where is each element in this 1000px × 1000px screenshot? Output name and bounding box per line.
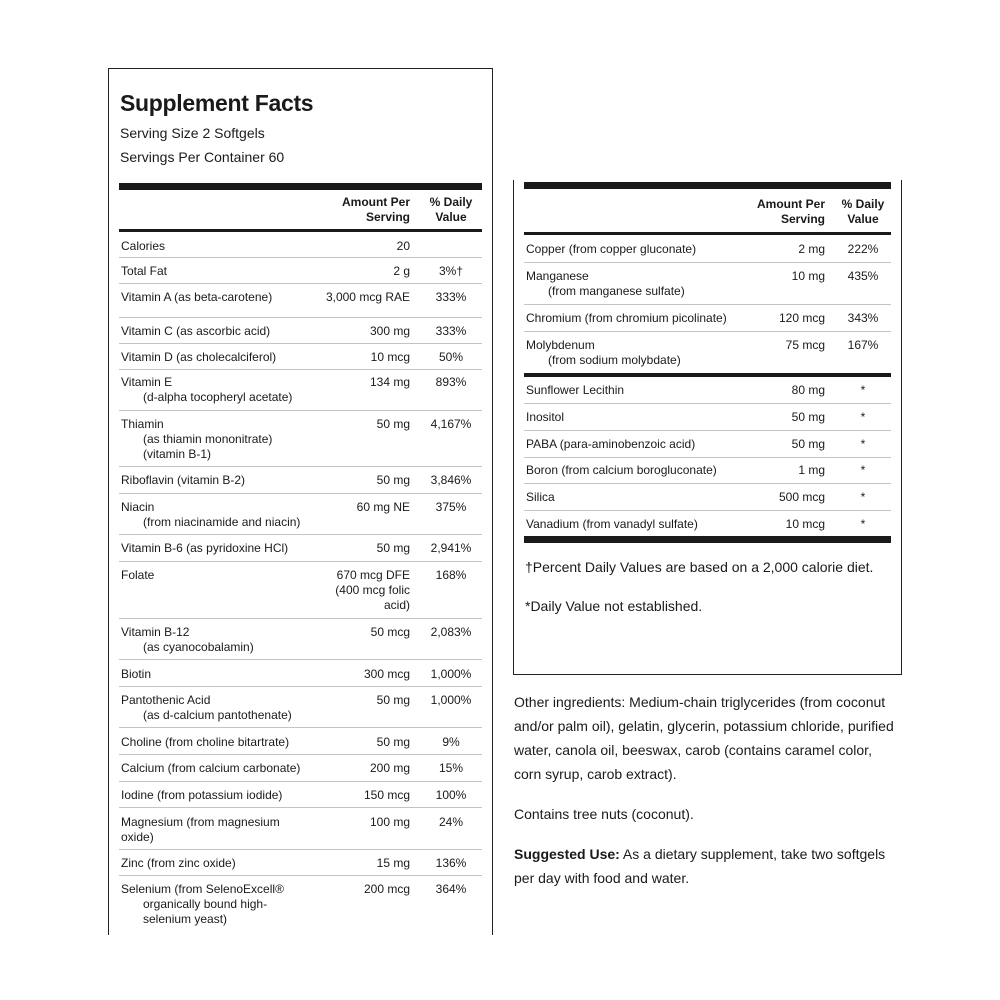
percent-daily-value: 333%: [435, 324, 467, 338]
amount-per-serving: 50 mg: [376, 473, 410, 487]
table-row: [524, 235, 891, 263]
amount-per-serving: 50 mg: [376, 735, 410, 749]
table-row: [119, 232, 482, 258]
table-row: [119, 344, 482, 370]
amount-per-serving: 20: [396, 239, 410, 253]
percent-daily-value: 343%: [847, 311, 879, 325]
amount-per-serving: 50 mg: [376, 541, 410, 555]
nutrient-source: (from sodium molybdate): [548, 353, 681, 367]
table-row: [119, 619, 482, 660]
nutrient-table-right: [524, 189, 891, 373]
nutrient-name: Vitamin E (d-alpha tocopheryl acetate): [119, 375, 315, 405]
amount-header: Amount Per Serving: [341, 195, 410, 224]
nutrient-name: Sunflower Lecithin: [526, 383, 625, 397]
nutrient-source: (as cyanocobalamin): [143, 640, 254, 654]
nutrient-table-left: [119, 190, 482, 931]
nutrient-name: Molybdenum (from sodium molybdate): [524, 338, 739, 368]
nutrient-name: Vitamin B-6 (as pyridoxine HCl): [121, 541, 289, 555]
nutrient-name: Iodine (from potassium iodide): [121, 788, 283, 802]
percent-daily-value: 435%: [847, 269, 879, 283]
nutrient-name: Copper (from copper gluconate): [526, 242, 697, 256]
nutrient-name: Vitamin B-12 (as cyanocobalamin): [119, 625, 315, 655]
table-row: [119, 411, 482, 467]
other-ingredient-table: [524, 377, 891, 536]
nutrient-name: Vitamin C (as ascorbic acid): [121, 324, 271, 338]
percent-daily-value: 222%: [847, 242, 879, 256]
table-row: [119, 660, 482, 687]
table-row: [119, 370, 482, 411]
table-row: [119, 687, 482, 728]
table-row: [119, 494, 482, 535]
percent-daily-value: *: [860, 410, 866, 424]
percent-daily-value: 24%: [438, 815, 464, 829]
footnote-dv-not-established: *Daily Value not established.: [525, 598, 703, 614]
amount-per-serving: 50 mg: [791, 437, 825, 451]
percent-daily-value: 1,000%: [430, 693, 472, 707]
nutrient-name: Riboflavin (vitamin B-2): [121, 473, 246, 487]
other-ingredient-rows: [524, 377, 891, 536]
amount-per-serving: 50 mg: [376, 417, 410, 431]
other-ingredients: Other ingredients: Medium-chain triglycerides (from coconut and/or palm oil), gelatin, glycerin, potassium chloride, purified water, canola oil, beeswax, carob (contains caramel color, corn syrup, carob extract).: [514, 694, 894, 782]
percent-daily-value: 9%: [442, 735, 460, 749]
percent-daily-value: 167%: [847, 338, 879, 352]
nutrient-name: Inositol: [526, 410, 565, 424]
table-header: [524, 189, 891, 235]
amount-per-serving: 1 mg: [798, 463, 825, 477]
amount-per-serving: 80 mg: [791, 383, 825, 397]
percent-daily-value: *: [860, 437, 866, 451]
amount-per-serving: 500 mcg: [778, 490, 825, 504]
table-row: [119, 318, 482, 344]
amount-per-serving: 670 mcg DFE (400 mcg folic acid): [335, 568, 410, 612]
thick-divider: [119, 183, 482, 190]
percent-daily-value: *: [860, 517, 866, 531]
mineral-rows: [524, 235, 891, 373]
thick-divider: [524, 182, 891, 189]
daily-value-header: % Daily Value: [841, 197, 885, 226]
amount-per-serving: 15 mg: [376, 856, 410, 870]
amount-per-serving: 2 mg: [798, 242, 825, 256]
percent-daily-value: 333%: [435, 290, 467, 304]
nutrient-source: (from manganese sulfate): [548, 284, 685, 298]
table-row: [524, 305, 891, 332]
table-row: [524, 332, 891, 373]
percent-daily-value: 893%: [435, 375, 467, 389]
amount-per-serving: 10 mcg: [370, 350, 410, 364]
percent-daily-value: 15%: [438, 761, 464, 775]
amount-per-serving: 120 mcg: [778, 311, 825, 325]
nutrient-name: Vanadium (from vanadyl sulfate): [526, 517, 698, 531]
amount-per-serving: 150 mcg: [363, 788, 410, 802]
nutrient-name: Boron (from calcium borogluconate): [526, 463, 717, 477]
thick-divider: [524, 536, 891, 543]
nutrient-name: Pantothenic Acid (as d-calcium pantothenate): [119, 693, 315, 723]
amount-per-serving: 10 mcg: [785, 517, 825, 531]
nutrient-source: (d-alpha tocopheryl acetate): [143, 390, 293, 404]
supplement-facts-panel-left: [108, 68, 493, 935]
nutrient-name: Niacin (from niacinamide and niacin): [119, 500, 315, 530]
table-row: [119, 535, 482, 562]
nutrient-name: PABA (para-aminobenzoic acid): [526, 437, 696, 451]
table-row: [119, 782, 482, 808]
amount-per-serving: 300 mcg: [363, 667, 410, 681]
percent-daily-value: 50%: [438, 350, 464, 364]
suggested-use-text: As a dietary supplement, take two softgels per day with food and water.: [514, 846, 886, 886]
nutrient-name: Vitamin D (as cholecalciferol): [121, 350, 277, 364]
amount-per-serving: 60 mg NE: [356, 500, 410, 514]
nutrient-name: Calcium (from calcium carbonate): [121, 761, 301, 775]
nutrient-name: Biotin: [121, 667, 152, 681]
table-row: [524, 484, 891, 511]
daily-value-header: % Daily Value: [429, 195, 473, 224]
percent-daily-value: 136%: [435, 856, 467, 870]
percent-daily-value: 364%: [435, 882, 467, 896]
supplement-facts-panel-right: [513, 180, 902, 675]
amount-per-serving: 10 mg: [791, 269, 825, 283]
nutrient-name: Vitamin A (as beta-carotene): [121, 290, 273, 304]
percent-daily-value: 2,941%: [430, 541, 472, 555]
table-row: [119, 562, 482, 619]
amount-per-serving: 75 mcg: [785, 338, 825, 352]
nutrient-name: Folate: [121, 568, 155, 582]
table-row: [119, 850, 482, 876]
amount-per-serving: 300 mg: [369, 324, 410, 338]
table-header: [119, 190, 482, 232]
amount-per-serving: 100 mg: [369, 815, 410, 829]
amount-per-serving: 2 g: [393, 264, 410, 278]
table-row: [119, 728, 482, 755]
nutrient-name: Calories: [121, 239, 166, 253]
amount-per-serving: 50 mcg: [370, 625, 410, 639]
table-row: [524, 431, 891, 458]
percent-daily-value: *: [860, 463, 866, 477]
facts-title: Supplement Facts: [120, 90, 314, 116]
amount-per-serving: 200 mcg: [363, 882, 410, 896]
nutrient-source: (as d-calcium pantothenate): [143, 708, 292, 722]
table-row: [524, 263, 891, 305]
nutrient-name: Choline (from choline bitartrate): [121, 735, 290, 749]
nutrient-name: Thiamin (as thiamin mononitrate) (vitamin B-1): [119, 417, 315, 462]
suggested-use-label: Suggested Use:: [514, 846, 620, 862]
nutrient-rows: [119, 232, 482, 931]
table-row: [119, 876, 482, 931]
amount-per-serving: 50 mg: [791, 410, 825, 424]
table-row: [524, 458, 891, 484]
nutrient-name: Magnesium (from magnesium oxide): [121, 815, 280, 844]
amount-per-serving: 200 mg: [369, 761, 410, 775]
table-row: [524, 511, 891, 536]
percent-daily-value: 4,167%: [430, 417, 472, 431]
table-row: [119, 467, 482, 494]
nutrient-name: Manganese (from manganese sulfate): [524, 269, 739, 299]
percent-daily-value: 2,083%: [430, 625, 472, 639]
percent-daily-value: *: [860, 490, 866, 504]
percent-daily-value: 3,846%: [430, 473, 472, 487]
amount-per-serving: 134 mg: [369, 375, 410, 389]
percent-daily-value: 3%†: [438, 264, 464, 278]
amount-header: Amount Per Serving: [756, 197, 825, 226]
nutrient-source: (as thiamin mononitrate) (vitamin B-1): [143, 432, 273, 461]
percent-daily-value: *: [860, 383, 866, 397]
table-row: [119, 755, 482, 782]
allergen-statement: Contains tree nuts (coconut).: [514, 806, 694, 822]
serving-size: Serving Size 2 Softgels: [120, 125, 265, 141]
percent-daily-value: 168%: [435, 568, 467, 582]
servings-per-container: Servings Per Container 60: [120, 149, 285, 165]
table-row: [119, 258, 482, 284]
suggested-use: [514, 842, 899, 890]
nutrient-source: organically bound high-selenium yeast): [143, 897, 268, 926]
nutrient-name: Silica: [526, 490, 555, 504]
percent-daily-value: 375%: [435, 500, 467, 514]
percent-daily-value: 100%: [435, 788, 467, 802]
percent-daily-value: 1,000%: [430, 667, 472, 681]
nutrient-name: Total Fat: [121, 264, 168, 278]
nutrient-name: Zinc (from zinc oxide): [121, 856, 236, 870]
table-row: [119, 284, 482, 318]
amount-per-serving: 3,000 mcg RAE: [325, 290, 410, 304]
table-row: [524, 377, 891, 404]
footnote-percent-dv: †Percent Daily Values are based on a 2,000 calorie diet.: [525, 559, 874, 575]
table-row: [119, 808, 482, 850]
nutrient-name: Chromium (from chromium picolinate): [526, 311, 727, 325]
percent-daily-value: [420, 239, 482, 254]
table-row: [524, 404, 891, 431]
amount-per-serving: 50 mg: [376, 693, 410, 707]
nutrient-name: Selenium (from SelenoExcell® organically bound high-selenium yeast): [119, 882, 315, 927]
nutrient-source: (from niacinamide and niacin): [143, 515, 301, 529]
